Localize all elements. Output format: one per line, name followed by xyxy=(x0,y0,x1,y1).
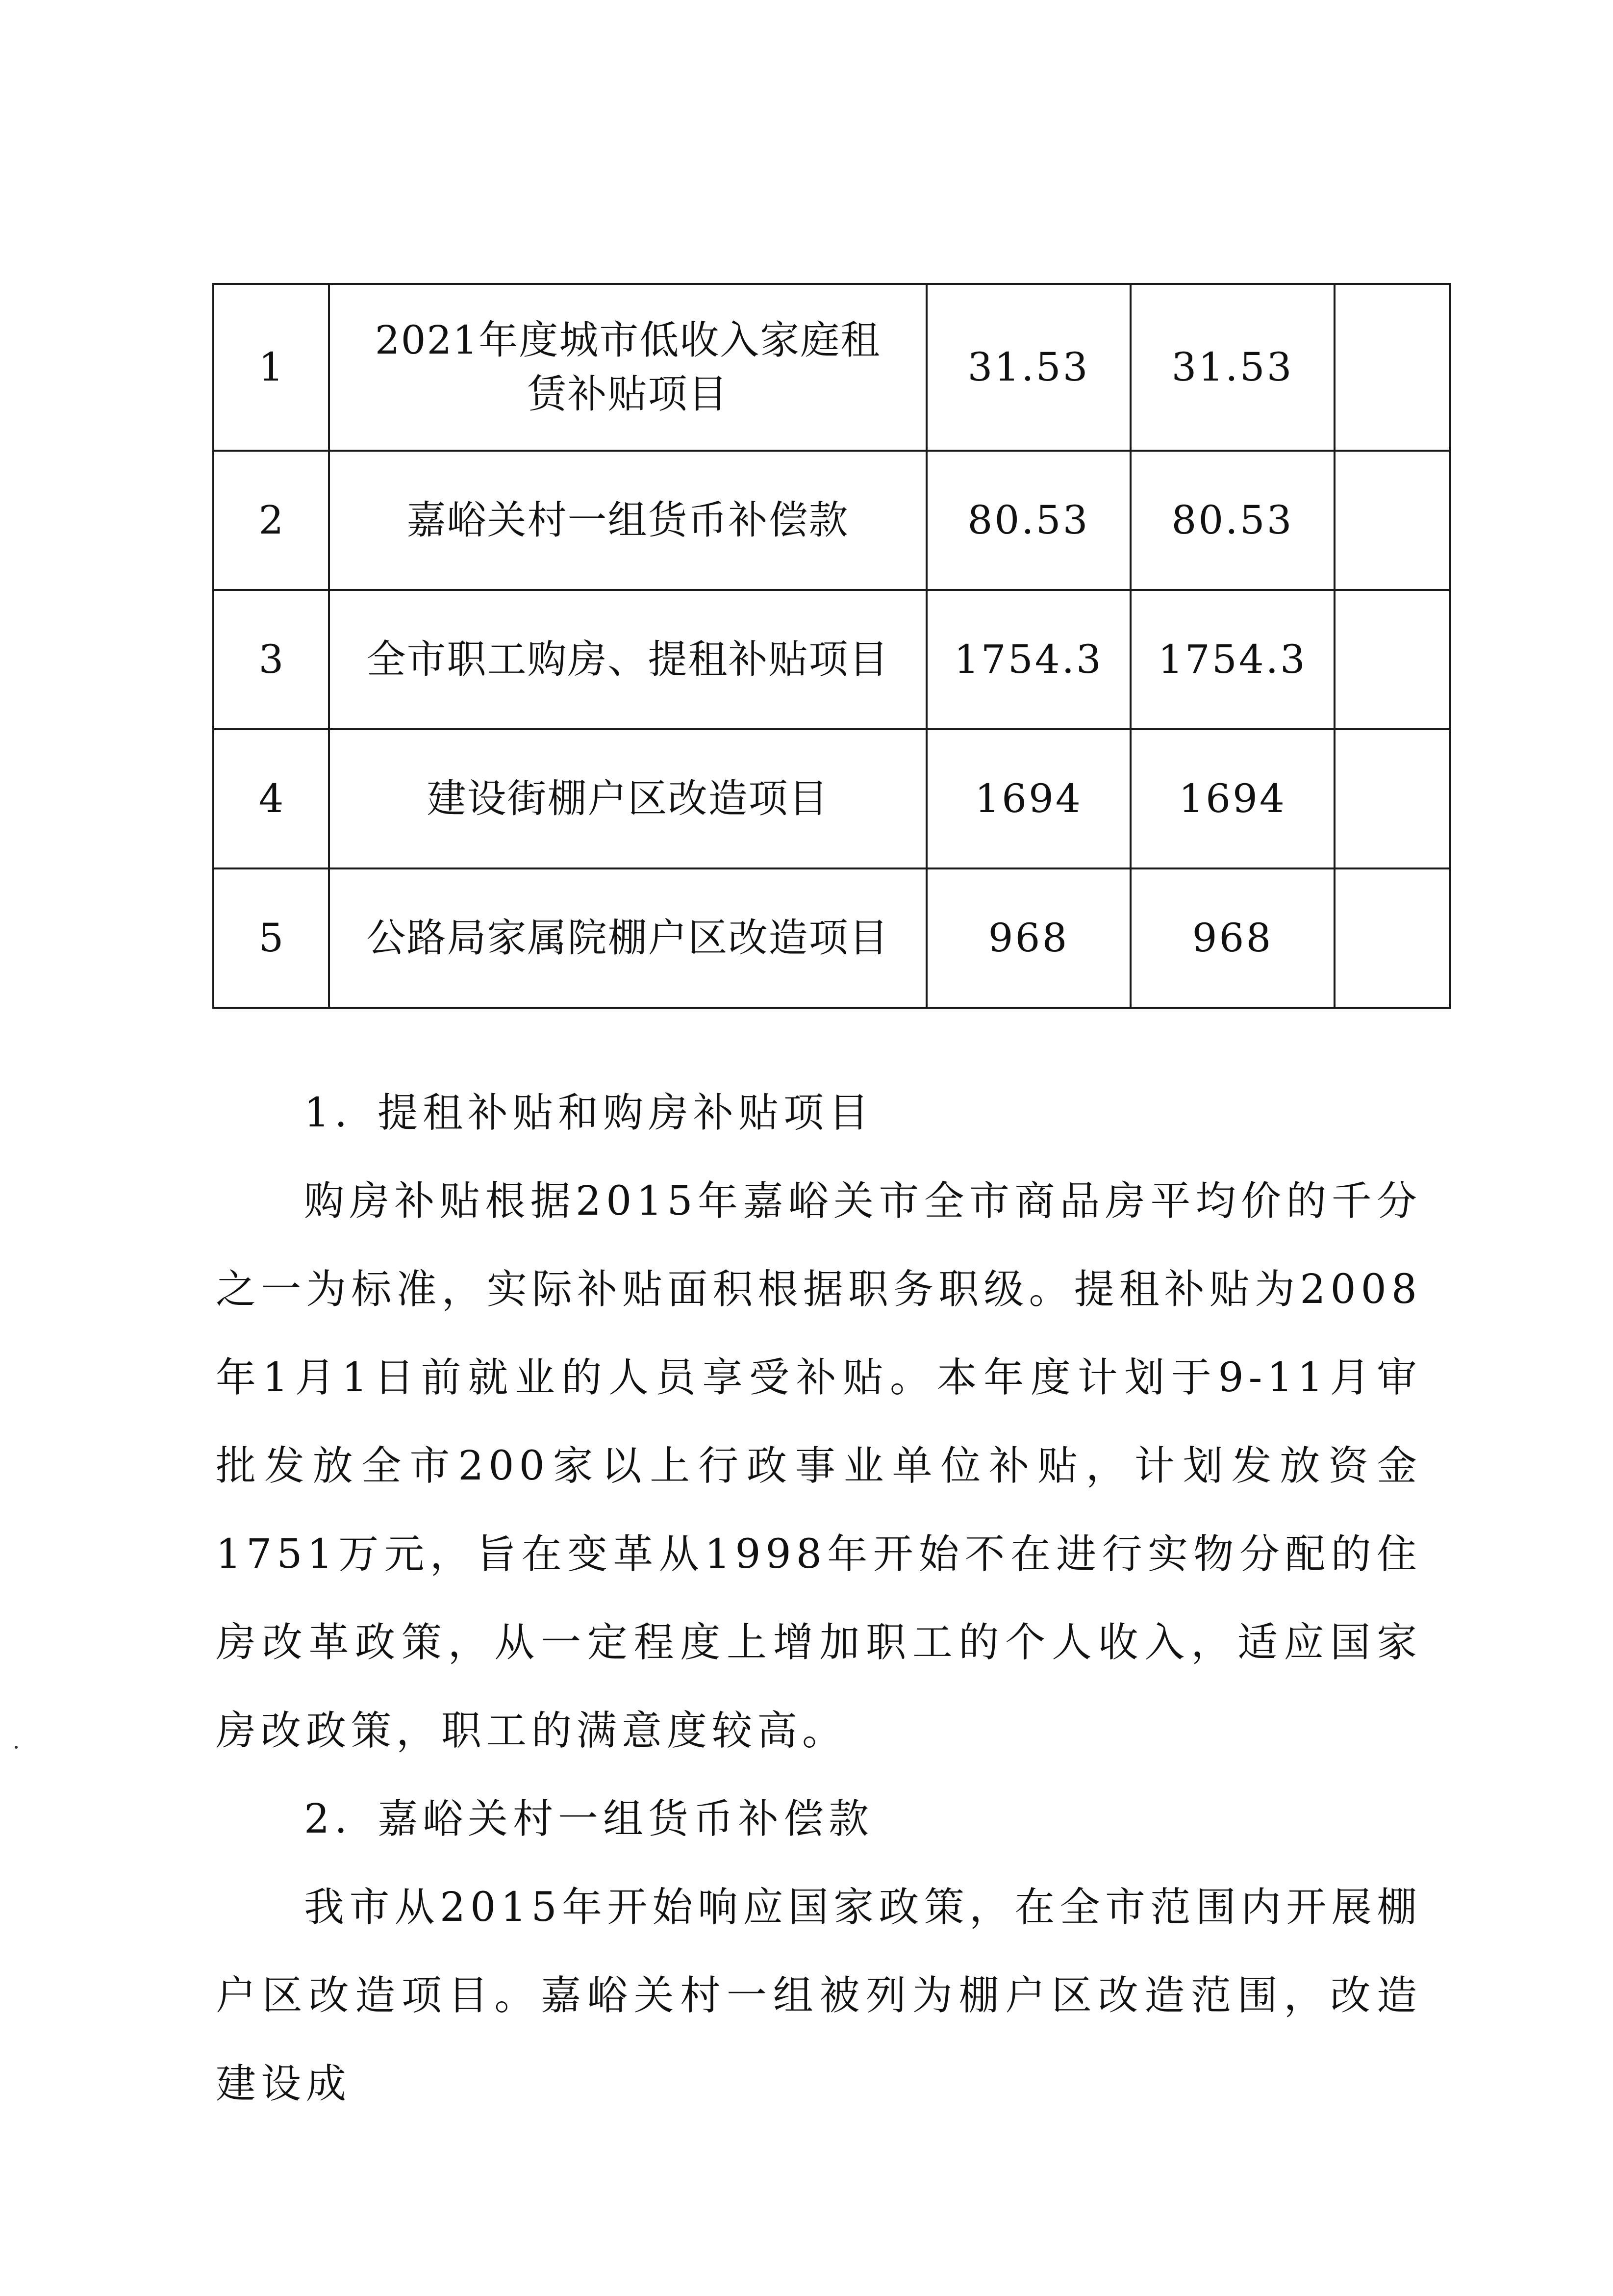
amount-a: 1694 xyxy=(927,729,1131,868)
project-name: 嘉峪关村一组货币补偿款 xyxy=(406,497,849,543)
amount-b: 31.53 xyxy=(1131,284,1335,451)
section-paragraph: 我市从2015年开始响应国家政策，在全市范围内开展棚户区改造项目。嘉峪关村一组被列为棚户区改造范围，改造建设成 xyxy=(216,1884,1422,2107)
table-row xyxy=(213,868,1450,1008)
project-name-cell xyxy=(329,590,927,729)
amount-a: 31.53 xyxy=(927,284,1131,451)
project-funding-table xyxy=(212,283,1451,1009)
section-heading xyxy=(216,1069,1422,1157)
body-text xyxy=(216,1069,1422,2128)
table-row xyxy=(213,590,1450,729)
table-row xyxy=(213,284,1450,451)
project-name: 全市职工购房、提租补贴项目 xyxy=(366,637,889,682)
section-title: 嘉峪关村一组货币补偿款 xyxy=(378,1796,874,1842)
amount-b: 80.53 xyxy=(1131,451,1335,590)
amount-b: 968 xyxy=(1131,868,1335,1008)
project-name-cell xyxy=(329,284,927,451)
project-name-cell xyxy=(329,729,927,868)
scan-speck xyxy=(15,1746,18,1749)
table-row xyxy=(213,729,1450,868)
note-cell xyxy=(1335,590,1450,729)
row-number: 4 xyxy=(213,729,329,868)
section-number: 2. xyxy=(304,1796,353,1842)
project-name-cell xyxy=(329,868,927,1008)
amount-a: 968 xyxy=(927,868,1131,1008)
note-cell xyxy=(1335,868,1450,1008)
amount-b: 1694 xyxy=(1131,729,1335,868)
amount-a: 1754.3 xyxy=(927,590,1131,729)
amount-a: 80.53 xyxy=(927,451,1131,590)
project-name-cell xyxy=(329,451,927,590)
section-paragraph: 购房补贴根据2015年嘉峪关市全市商品房平均价的千分之一为标准，实际补贴面积根据职务职级。提租补贴为2008年1月1日前就业的人员享受补贴。本年度计划于9-11月审批发放全市200家以上行政事业单位补贴，计划发放资金1751万元，旨在变革从1998年开始不在进行实物分配的住房改革政策，从一定程度上增加职工的个人收入，适应国家房改政策，职工的满意度较高。 xyxy=(216,1178,1422,1754)
note-cell xyxy=(1335,729,1450,868)
row-number: 1 xyxy=(213,284,329,451)
project-name: 2021年度城市低收入家庭租赁补贴项目 xyxy=(375,317,881,417)
section-title: 提租补贴和购房补贴项目 xyxy=(378,1090,874,1136)
row-number: 3 xyxy=(213,590,329,729)
project-name: 建设街棚户区改造项目 xyxy=(427,776,829,821)
note-cell xyxy=(1335,451,1450,590)
note-cell xyxy=(1335,284,1450,451)
section-heading xyxy=(216,1775,1422,1863)
row-number: 2 xyxy=(213,451,329,590)
section-number: 1. xyxy=(304,1090,353,1136)
amount-b: 1754.3 xyxy=(1131,590,1335,729)
project-name: 公路局家属院棚户区改造项目 xyxy=(366,915,889,961)
row-number: 5 xyxy=(213,868,329,1008)
table-row xyxy=(213,451,1450,590)
